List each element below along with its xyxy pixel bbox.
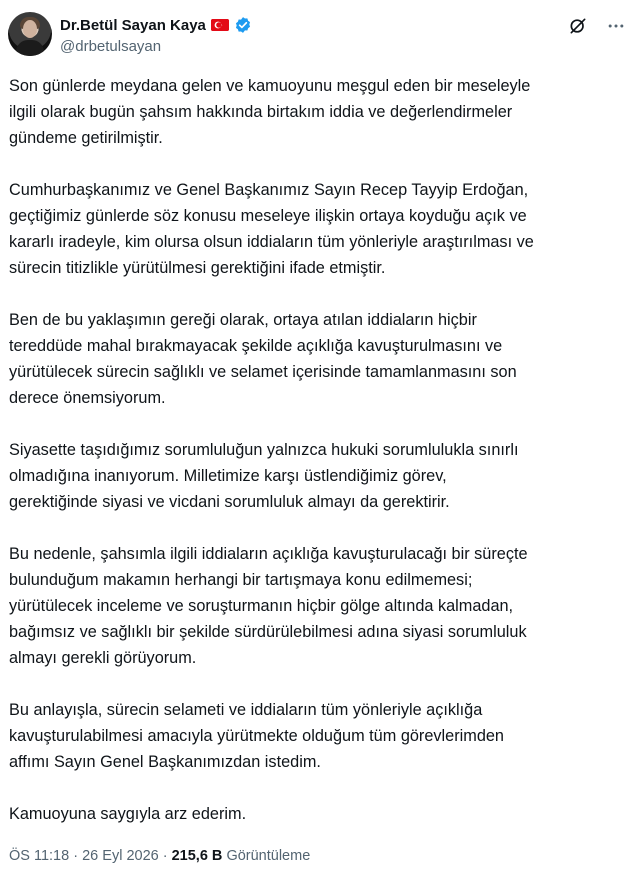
tweet-paragraph-2: Cumhurbaşkanımız ve Genel Başkanımız Sayın Recep Tayyip Erdoğan, geçtiğimiz günlerde söz konusu meseleye ilişkin ortaya koyduğu açık ve kararlı iradeyle, kim olursa olsun iddiaların tüm yönleriyle araştırılması ve sürecin titizlikle yürütülmesi gerektiğini ifade etmiştir. [9,181,534,277]
tweet-paragraph-1: Son günlerde meydana gelen ve kamuoyunu meşgul eden bir meseleyle ilgili olarak bugün şahsım hakkında birtakım iddia ve değerlendirmeler gündeme getirilmiştir. [9,77,531,147]
avatar[interactable] [8,12,52,56]
author-display-name[interactable]: Dr.Betül Sayan Kaya [60,16,206,34]
tweet-meta [9,848,310,864]
avatar-face [23,20,37,38]
tweet-text [9,73,624,853]
tweet-date[interactable]: 26 Eyl 2026 [82,848,159,864]
tweet-paragraph-6: Bu anlayışla, sürecin selameti ve iddiaların tüm yönleriyle açıklığa kavuşturulabilmesi amacıyla yürütmekte olduğum tüm görevlerimden affımı Sayın Genel Başkanımızdan istedim. [9,701,504,771]
author-name-row [60,16,252,34]
turkey-flag-icon [211,19,229,31]
meta-separator: · [73,848,79,864]
header-actions [568,16,626,36]
tweet-paragraph-4: Siyasette taşıdığımız sorumluluğun yalnızca hukuki sorumlulukla sınırlı olmadığına inanıyorum. Milletimize karşı üstlendiğimiz görev, gerektiğinde siyasi ve vicdani sorumluluk almayı da gerektirir. [9,441,519,511]
tweet-paragraph-5: Bu nedenle, şahsımla ilgili iddiaların açıklığa kavuşturulacağı bir süreçte bulunduğum makamın herhangi bir tartışmaya konu edilmemesi; yürütülecek inceleme ve soruşturmanın hiçbir gölge altında kalmadan, bağımsız ve sağlıklı bir şekilde sürdürülebilmesi adına siyasi sorumluluk almayı gerekli görüyorum. [9,545,528,667]
views-label: Görüntüleme [226,848,311,864]
more-options-icon[interactable] [606,16,626,36]
tweet-paragraph-7: Kamuoyuna saygıyla arz ederim. [9,805,247,823]
author-handle[interactable]: @drbetulsayan [60,38,162,55]
verified-badge-icon[interactable] [234,16,252,34]
grok-icon[interactable] [568,16,588,36]
tweet-time[interactable]: ÖS 11:18 [9,848,70,864]
tweet-header [8,10,632,60]
tweet-paragraph-3: Ben de bu yaklaşımın gereği olarak, ortaya atılan iddiaların hiçbir tereddüde mahal bırakmayacak şekilde açıklığa kavuşturulmasını ve yürütülecek sürecin sağlıklı ve selamet içerisinde tamamlanmasını son derece önemsiyorum. [9,311,517,407]
avatar-suit [16,40,44,56]
meta-separator: · [162,848,168,864]
views-count[interactable]: 215,6 B [171,848,223,864]
